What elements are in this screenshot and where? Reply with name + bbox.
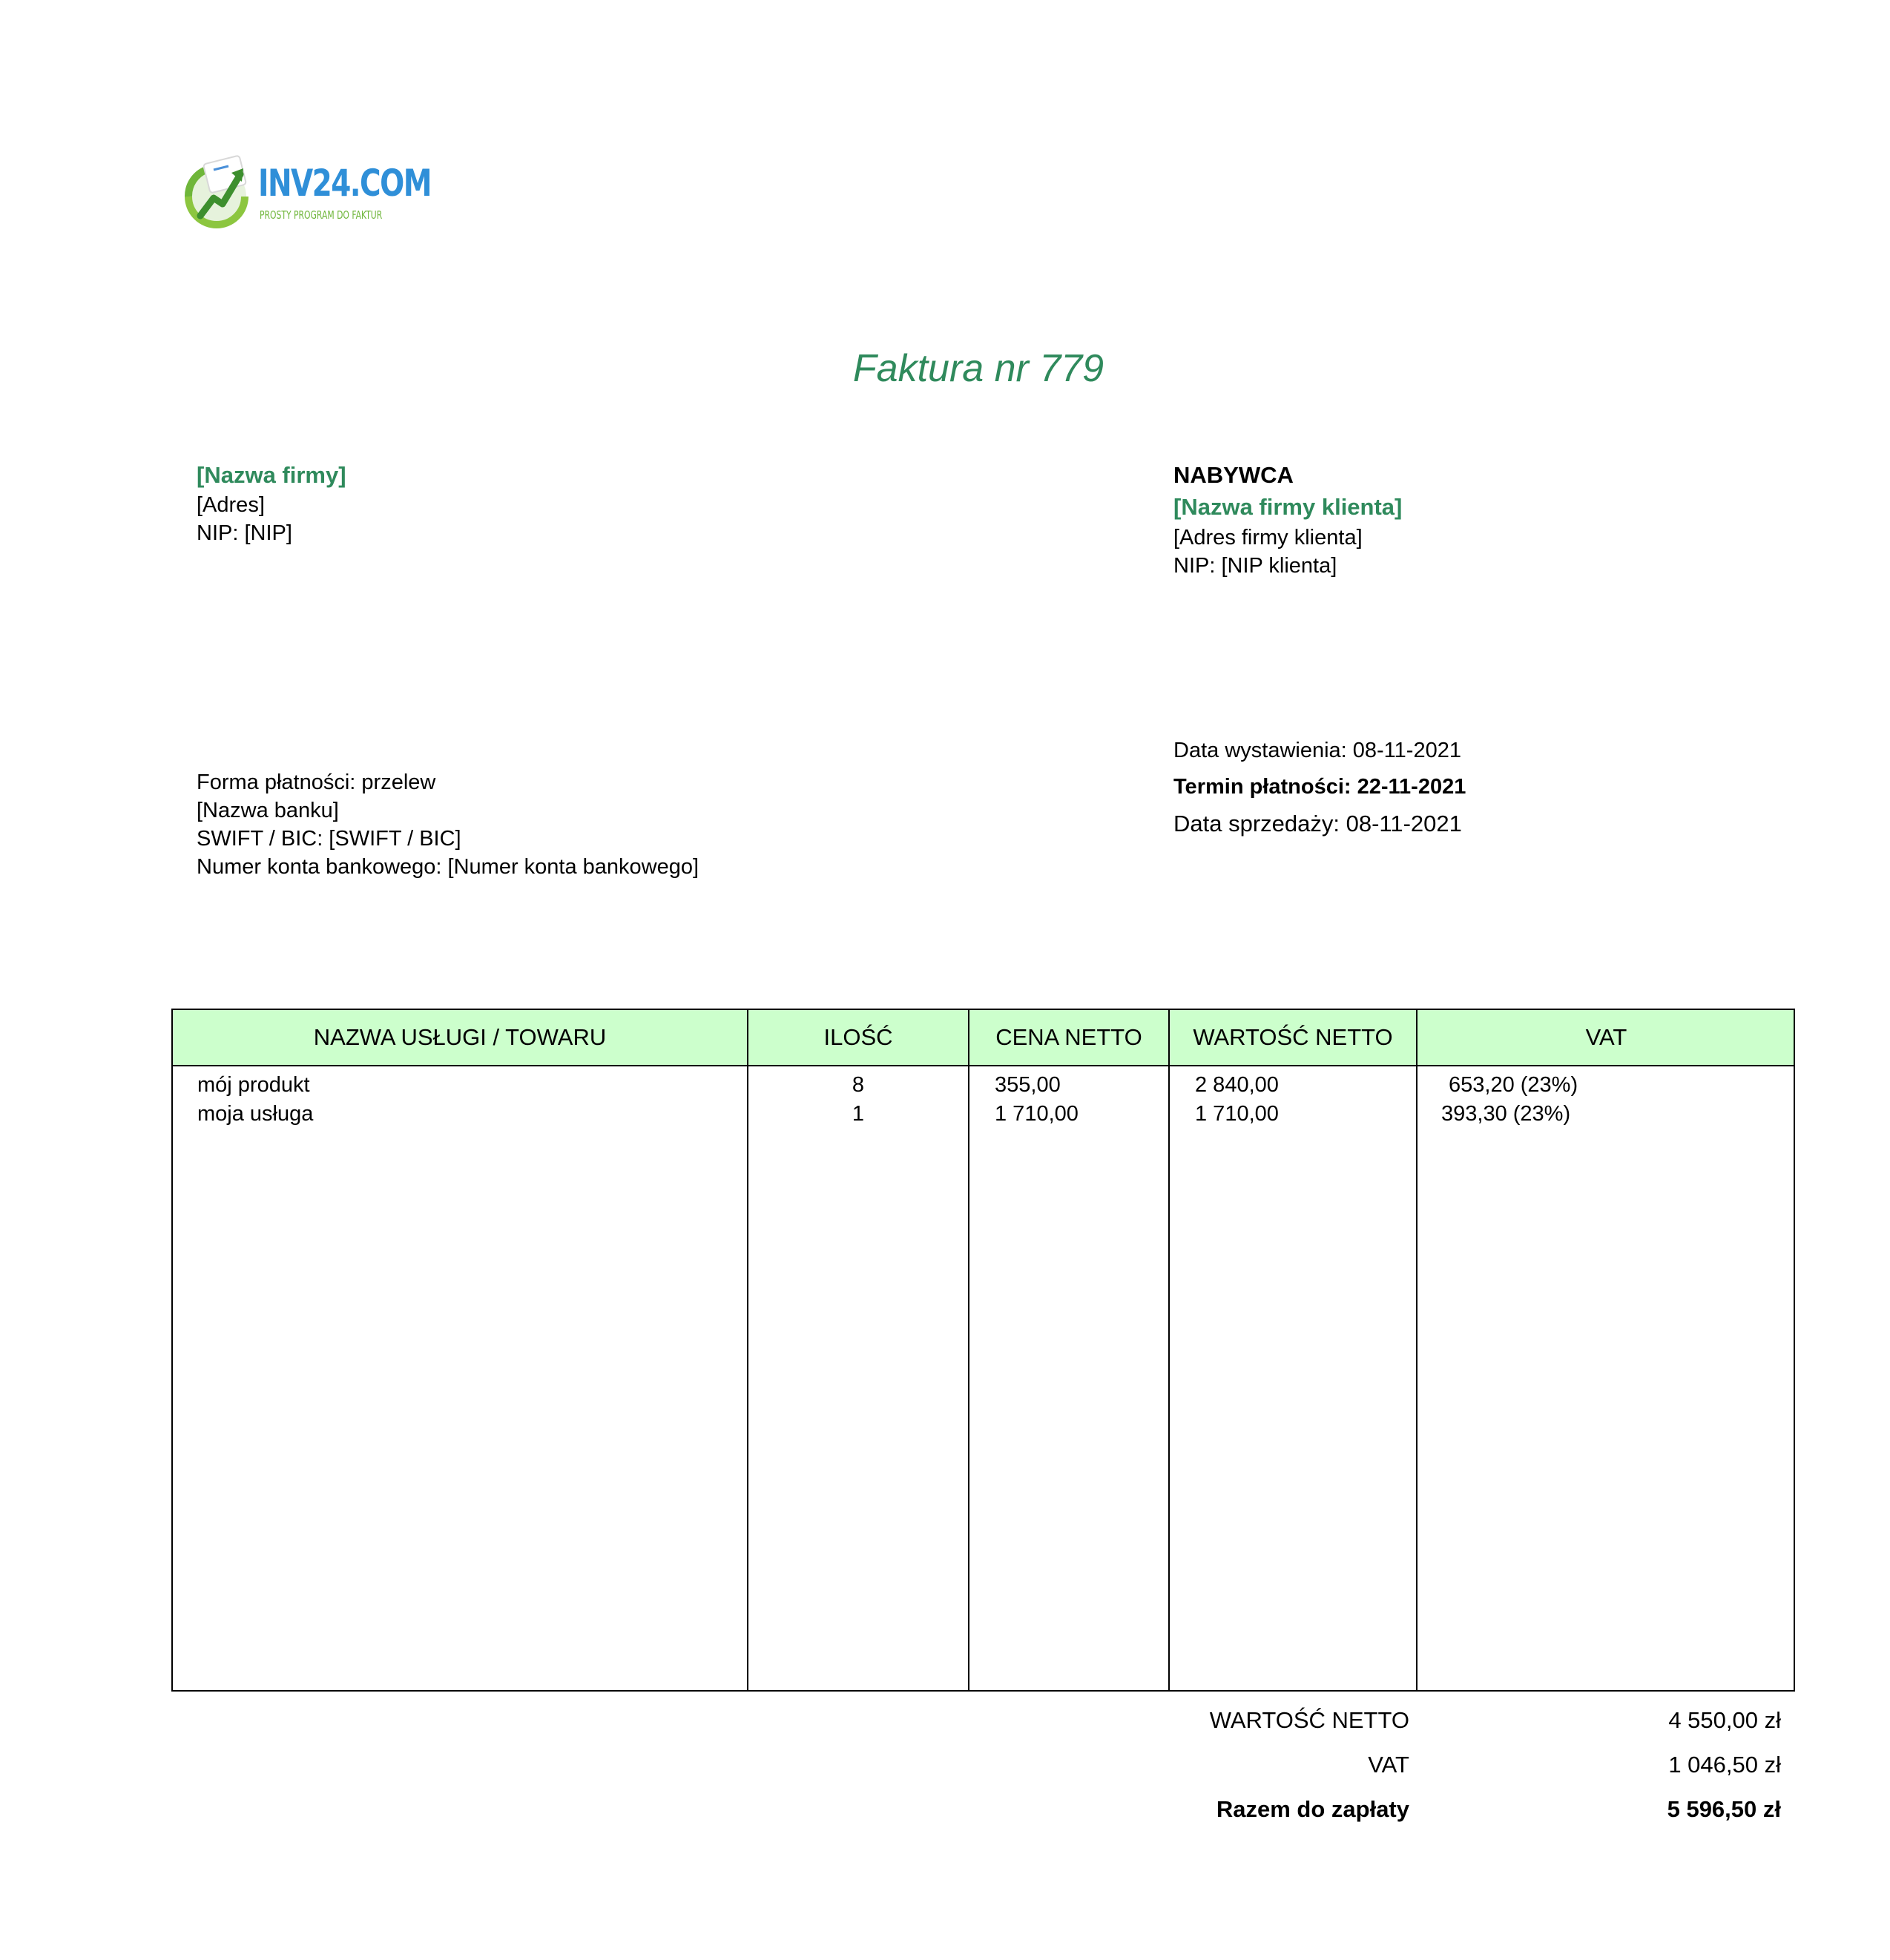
column-divider: [1168, 1010, 1170, 1690]
item-name: moja usługa: [197, 1102, 314, 1126]
item-net-value: 1 710,00: [1195, 1102, 1279, 1126]
total-vat-label: VAT: [1368, 1752, 1409, 1778]
logo-name: INV24.COM: [258, 162, 431, 205]
payment-block: [197, 768, 699, 881]
seller-block: [197, 460, 346, 547]
sale-date: Data sprzedaży: 08-11-2021: [1173, 811, 1462, 837]
header-vat: VAT: [1585, 1024, 1627, 1050]
buyer-name: [Nazwa firmy klienta]: [1173, 494, 1403, 520]
item-price: 1 710,00: [995, 1102, 1079, 1126]
item-vat: 653,20 (23%): [1449, 1073, 1578, 1097]
total-net-label: WARTOŚĆ NETTO: [1209, 1707, 1409, 1733]
grand-total-value: 5 596,50 zł: [1667, 1796, 1781, 1822]
column-divider: [1416, 1010, 1418, 1690]
item-qty: 8: [852, 1073, 865, 1097]
account-number: Numer konta bankowego: [Numer konta bankowego]: [197, 855, 699, 879]
invoice-title: Faktura nr 779: [852, 347, 1104, 390]
swift-code: SWIFT / BIC: [SWIFT / BIC]: [197, 827, 461, 851]
item-price: 355,00: [995, 1073, 1061, 1097]
seller-address: [Adres]: [197, 493, 265, 517]
column-divider: [968, 1010, 969, 1690]
total-vat-value: 1 046,50 zł: [1668, 1752, 1781, 1778]
buyer-nip: NIP: [NIP klienta]: [1173, 554, 1337, 578]
buyer-block: [1173, 460, 1402, 580]
item-net-value: 2 840,00: [1195, 1073, 1279, 1097]
items-table: [171, 1009, 1795, 1692]
logo-tagline: PROSTY PROGRAM DO FAKTUR: [260, 208, 383, 222]
header-net-value: WARTOŚĆ NETTO: [1193, 1024, 1393, 1050]
issue-date: Data wystawienia: 08-11-2021: [1173, 739, 1461, 762]
header-qty: ILOŚĆ: [823, 1024, 893, 1050]
total-net-value: 4 550,00 zł: [1668, 1707, 1781, 1733]
seller-nip: NIP: [NIP]: [197, 521, 292, 545]
buyer-header: NABYWCA: [1173, 462, 1294, 488]
item-name: mój produkt: [197, 1073, 310, 1097]
seller-name: [Nazwa firmy]: [197, 462, 346, 488]
due-date: Termin płatności: 22-11-2021: [1173, 775, 1466, 799]
grand-total-label: Razem do zapłaty: [1216, 1796, 1409, 1822]
header-name: NAZWA USŁUGI / TOWARU: [313, 1024, 607, 1050]
dates-block: [1173, 733, 1466, 842]
item-vat: 393,30 (23%): [1441, 1102, 1571, 1126]
bank-name: [Nazwa banku]: [197, 799, 339, 822]
company-logo: [184, 152, 431, 234]
payment-method: Forma płatności: przelew: [197, 771, 436, 794]
logo-chart-icon: [184, 152, 258, 231]
buyer-address: [Adres firmy klienta]: [1173, 526, 1363, 550]
item-qty: 1: [852, 1102, 865, 1126]
header-price: CENA NETTO: [995, 1024, 1142, 1050]
